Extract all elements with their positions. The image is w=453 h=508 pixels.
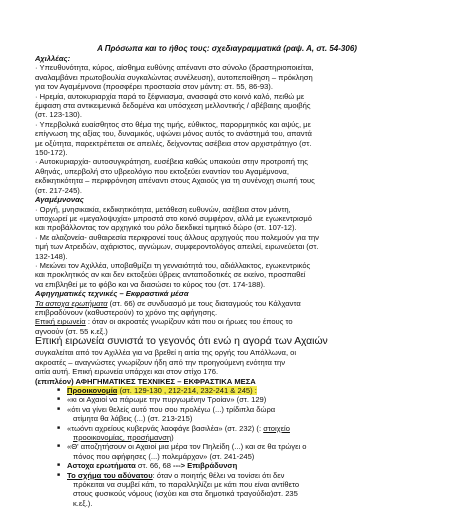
text-line	[35, 317, 419, 326]
text-line: · Υπερβολικά ευαίσθητος στο θέμα της τιμής, εύθικτος, παρορμητικός και αψύς, με	[35, 119, 311, 129]
text-fragment: : όταν οι ακροατές γνωρίζουν κάτι που οι ήρωες του έπους το	[85, 317, 293, 327]
bullet-item	[35, 424, 419, 433]
text-line: αιτία αυτή. Επική ειρωνεία υπάρχει και στον στίχο 176.	[35, 367, 219, 377]
term-prooikonomia: Προοικονομία	[67, 386, 118, 396]
bullet-item	[35, 471, 419, 480]
text-fragment: (στ. 66) σε συνδυασμό με τους διαταγμούς του Κάλχαντα	[107, 298, 301, 308]
term-prosimansi: προοικονομίας, προσήμανση	[73, 433, 172, 443]
text-line: εκδικητικότητα – περιφρόνηση απέναντι στους Αχαιούς για τη συνένοχη σιωπή τους	[35, 176, 315, 186]
large-text-line: Επική ειρωνεία συνιστά το γεγονός ότι ενώ η αγορά των Αχαιών	[35, 336, 328, 348]
text-fragment: στ. 66, 68	[135, 461, 174, 471]
text-line: και προβάλλοντας τον αρχηγικό του ρόλο διεκδικεί τιμητικό δώρο (στ. 107-12).	[35, 223, 297, 233]
text-line: αναλαμβάνει πρωτοβουλία συγκαλώντας συνέλευση), αυτοπεποίθηση – πρόκληση	[35, 72, 313, 82]
section-heading-agamemnon: Αγαμέμνονας	[35, 195, 84, 205]
section-heading-achilleas: Αχιλλέας:	[35, 54, 71, 63]
bullet-item: ■ «Θ' αποζητήσουν οι Αχαιοί μια μέρα τον Πηλείδη (...) και σε θα τρώγει ο	[35, 442, 419, 451]
text-line: και προκλητικός αν και δεν εκτοξεύει ύβρεις ανταποδοτικές σε εκείνο, προσπαθεί	[35, 270, 306, 280]
text-fragment: )	[171, 433, 174, 443]
term-astoxa-erotimata: Αστοχα ερωτήματα	[67, 461, 136, 471]
text-line: αγνοούν (στ. 55 κ.εξ.)	[35, 326, 108, 336]
text-line: με οξύτητα, παρεκτρέπεται σε απειλές, δείχνοντας ασέβεια στον αρχιστράτηγο (στ.	[35, 138, 312, 148]
bullet-item	[35, 386, 419, 395]
text-line	[35, 299, 419, 308]
text-fragment: (στ. 129-130 , 212-214, 232-241 & 245) :	[117, 386, 257, 396]
text-line: · Αυτοκυριαρχία- αυτοσυγκράτηση, ευσέβεια καθώς υπακούει στην προτροπή της	[35, 157, 308, 167]
section-heading-extra: (επιπλέον) ΑΦΗΓΗΜΑΤΙΚΕΣ ΤΕΧΝΙΚΕΣ – ΕΚΦΡΑΣΤΙΚΑ ΜΕΣΑ	[35, 376, 256, 386]
text-line: έμφαση στα αντικειμενικά δεδομένα και υπόσχεση μελλοντικής / αβέβαιης αμοιβής	[35, 101, 311, 111]
text-fragment: «τωόντι αχρείους κυβερνάς λαοφάγε βασιλέα» (στ. 232) (:	[67, 423, 264, 433]
text-line: (στ. 123-130).	[35, 110, 82, 120]
term-astoxa: Τα αστοχα ερωτήματα	[35, 298, 108, 308]
text-line: για τον Αγαμέμνονα (προσφέρει προστασία στον μάντη: στ. 55, 86-93).	[35, 82, 273, 92]
doc-title: Α Πρόσωπα και το ήθος τους: σχεδιαγραμματικά (ραψ. Α, στ. 54-306)	[97, 44, 357, 53]
text-line: · Υπευθυνότητα, κύρος, αίσθημα ευθύνης απέναντι στο σύνολο (δραστηριοποιείται,	[35, 63, 314, 73]
term-epivradynsi: ---> Επιβράδυνση	[173, 461, 238, 471]
text-line: συγκαλείται από τον Αχιλλέα για να βρεθεί η αιτία της οργής του Απόλλωνα, οι	[35, 348, 297, 358]
text-line: ακροατές – αναγνώστες γνωρίζουν ήδη από την προηγούμενη ενότητα την	[35, 357, 286, 367]
text-line: επίγνωση της αξίας του, δυναμικός, υψώνει μόνος αυτός το ανάστημά του, απαντά	[35, 129, 312, 139]
text-line: επιβραδύνουν (καθυστερούν) το χρόνο της αφήγησης.	[35, 307, 218, 317]
text-line: υποχωρεί με «μεγαλοψυχία» μπροστά στο κοινό συμφέρον, αλλά με εγωκεντρισμό	[35, 213, 313, 223]
text-line: τιμή των Ατρειδών, αχάριστος, αγνώμων, συμφεροντολόγος απειλεί, ειρωνεύεται (στ.	[35, 242, 319, 252]
text-line: να επιβληθεί με το φόβο και να διασώσει το κύρος του (στ. 174-188).	[35, 279, 266, 289]
text-line: 132-148).	[35, 251, 68, 261]
text-line: · Οργή, μνησικακία, εκδικητικότητα, μετάθεση ευθυνών, ασέβεια στον μάντη,	[35, 204, 291, 214]
text-line: (στ. 217-245).	[35, 185, 82, 195]
bullet-continuation: ατίμητα θα λάβεις (...) (στ. 213-215)	[73, 414, 193, 424]
bullet-continuation: στους φυσικούς νόμους (ισχύει και στα δημοτικά τραγούδια)στ. 235	[73, 489, 298, 499]
bullet-item	[35, 461, 419, 470]
bullet-continuation: πόνος που αφήφησες (...) πολεμάρχον» (στ. 241-245)	[73, 451, 255, 461]
term-sxima-adynatou: Το σχήμα του αδύνατου	[67, 470, 153, 480]
term-stoixeio: στοιχείο	[263, 423, 290, 433]
term-epiki-eironeia: Επική ειρωνεία	[35, 317, 86, 327]
text-line: · Με αλαζονεία- αυθαιρεσία περιφρονεί τους άλλους αρχηγούς που πολεμούν για την	[35, 232, 319, 242]
text-line: · Μειώνει τον Αχιλλέα, υποβαθμίζει τη γενναιότητά του, αδιάλλακτος, εγωκεντρικός	[35, 260, 311, 270]
bullet-item: ■ «κι οι Αχαιοί να πάρωμε την πυργωμένην Τροίαν» (στ. 129)	[35, 395, 419, 404]
text-fragment: : όταν ο ποιητής θέλει να τονίσει ότι δεν	[152, 470, 285, 480]
section-heading-techniques: Αφηγηματικές τεχνικές – Εκφραστικά μέσα	[35, 289, 189, 299]
bullet-continuation: πρόκειται να συμβεί κάτι, το παραλληλίζει με κάτι που είναι αντίθετο	[73, 480, 300, 490]
bullet-continuation	[35, 433, 419, 442]
text-line: 150-172).	[35, 148, 68, 158]
bullet-item: ■ «ότι να γίνει θελείς αυτό που σου προλέγω (...) τρίδιπλα δώρα	[35, 405, 419, 414]
bullet-continuation: κ.εξ.).	[73, 498, 93, 508]
text-line: Αθηνάς, υπερβολή στο υβρεολόγιο που εκτοξεύει εναντίον του Αγαμέμνονα,	[35, 166, 289, 176]
text-line: · Ηρεμία, αυτοκυριαρχία παρά το ξέφνιασμα, ανασαφά στο κοινό καλό, πειθώ με	[35, 91, 305, 101]
